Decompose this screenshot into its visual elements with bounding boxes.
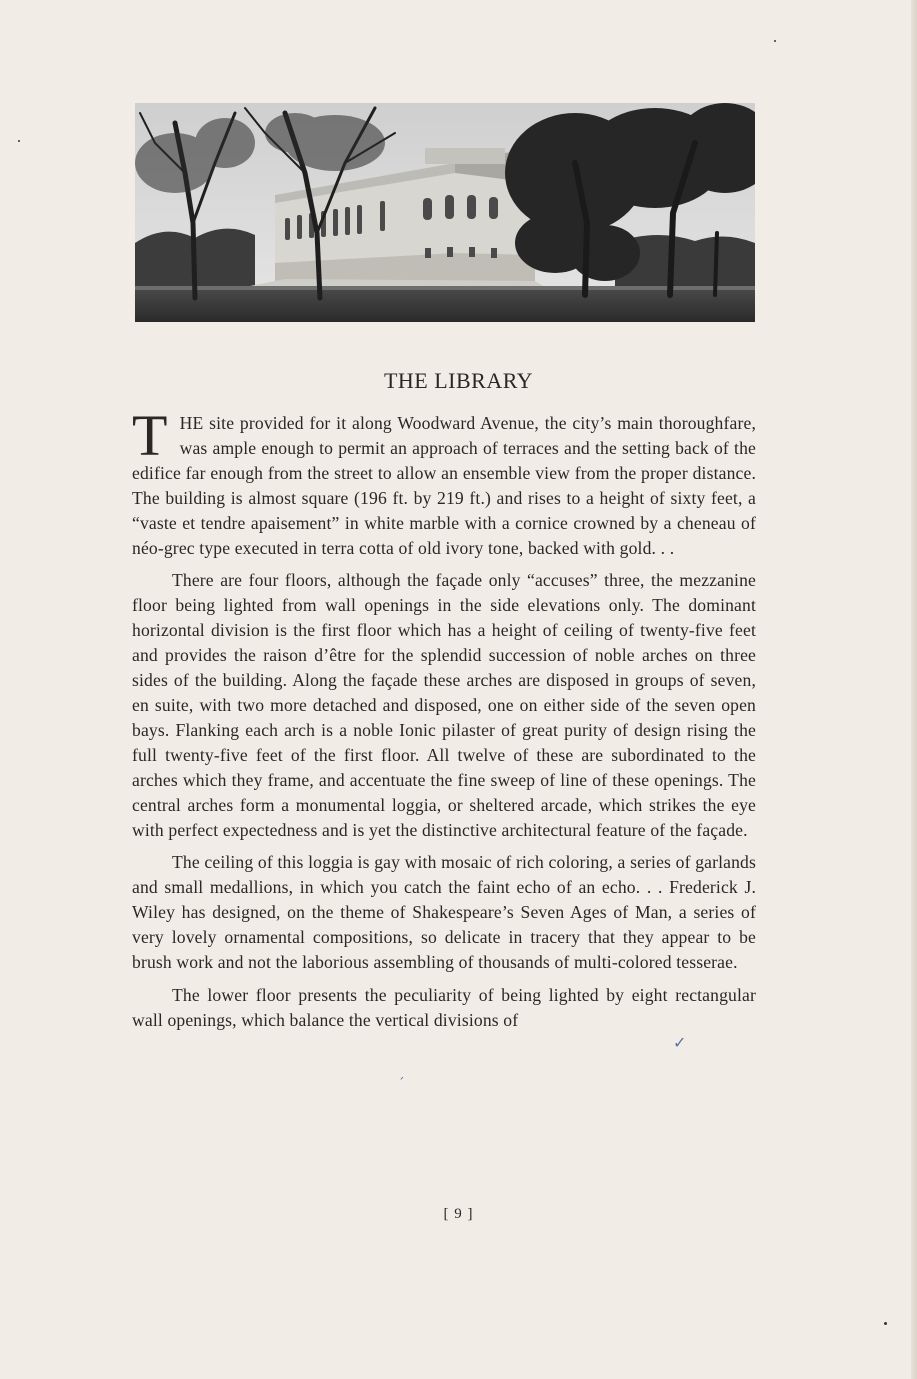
dropcap-letter: T <box>132 403 168 468</box>
paragraph-1 <box>132 403 756 560</box>
pencil-tick-mark-icon: ´ <box>398 1077 405 1092</box>
library-building-photo <box>135 103 755 322</box>
paper-speck <box>884 1322 887 1325</box>
paper-speck <box>774 40 776 42</box>
page-title: THE LIBRARY <box>383 368 534 393</box>
paragraph-1-text: HE site provided for it along Woodward Avenue, the city’s main thoroughfare, was ample enough to permit an approach of terraces and the setting back of the edifice far enough from the street to allow an ensemble view from the proper distance. The building is almost square (196 ft. by 219 ft.) and rises to a height of sixty feet, a “vaste et tendre apaisement” in white marble with a cornice crowned by a cheneau of néo-grec type executed in terra cotta of old ivory tone, backed with gold. . . <box>132 413 756 558</box>
paragraph-4 <box>132 983 756 1033</box>
page-number: [ 9 ] <box>443 1206 474 1222</box>
paragraph-3-text: The ceiling of this loggia is gay with mosaic of rich coloring, a series of garlands and small medallions, in which you catch the faint echo of an echo. . . Frederick J. Wiley has designed, on the theme of Shakespeare’s Seven Ages of Man, a series of very lovely ornamental compositions, so delicate in tracery that they appear to be brush work and not the laborious assembling of thousands of multi-colored tesserae. <box>132 852 756 973</box>
paragraph-4-text: The lower floor presents the peculiarity of being lighted by eight rectangular wall openings, which balance the vertical divisions of <box>132 984 756 1030</box>
pencil-check-mark-icon: ✓ <box>673 1033 687 1052</box>
paragraph-2 <box>132 568 756 842</box>
page-edge <box>911 0 917 1379</box>
paper-speck <box>18 140 20 142</box>
paragraph-2-text: There are four floors, although the façade only “accuses” three, the mezzanine floor being lighted from wall openings in the side elevations only. The dominant horizontal division is the first floor which has a height of ceiling of twenty-five feet and provides the raison d’être for the splendid succession of noble arches on three sides of the building. Along the façade these arches are disposed in groups of seven, en suite, with two more detached and disposed, one on either side of the seven open bays. Flanking each arch is a noble Ionic pilaster of great purity of design rising the full twenty-five feet of the first floor. All twelve of these are subordinated to the arches which they frame, and accentuate the fine sweep of line of these openings. The central arches form a monumental loggia, or sheltered arcade, which strikes the eye with perfect expectedness and is yet the distinctive architectural feature of the façade. <box>132 570 756 840</box>
paragraph-3 <box>132 850 756 975</box>
body-text <box>132 403 756 1041</box>
